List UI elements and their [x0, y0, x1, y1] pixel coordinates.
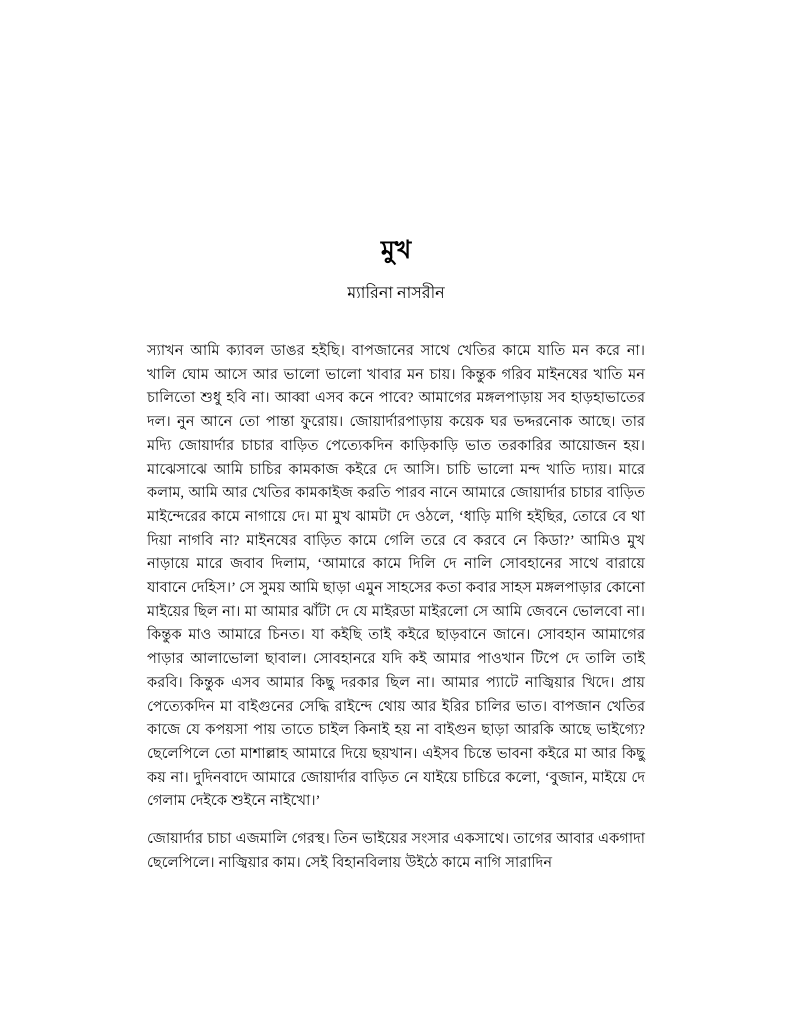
content-frame — [147, 0, 645, 1024]
body-text — [147, 340, 645, 875]
paragraph: জোয়ার্দার চাচা এজমালি গেরস্থ। তিন ভাইয়ের সংসার একসাথে। তাগের আবার একগাদা ছেলেপিলে। নাজ্বিয়ার কাম। সেই বিহানবিলায় উইঠে কামে নাগি সারাদিন — [147, 831, 645, 871]
page-title: মুখ — [380, 237, 412, 264]
paragraph: স্যাখন আমি ক্যাবল ডাঙর হইছি। বাপজানের সাথে খেতির কামে যাতি মন করে না। খালি ঘোম আসে আর ভালো ভালো খাবার মন চায়। কিন্তুক গরিব মাইনষের খাতি মন চালিতো শুধু হবি না। আব্বা এসব কনে পাবে? আমাগের মঙ্গলপাড়ায় সব হাড়হাভাতের দল। নুন আনে তো পান্তা ফুরোয়। জোয়ার্দারপাড়ায় কয়েক ঘর ভদ্দরনোক আছে। তার মদ্যি জোয়ার্দার চাচার বাড়িত পেত্যেকদিন কাড়িকাড়ি ভাত তরকারির আয়োজন হয়। মাঝেসাঝে আমি চাচির কামকাজ কইরে দে আসি। চাচি ভালো মন্দ খাতি দ্যায়। মারে কলাম, আমি আর খেতির কামকাইজ করতি পারব নানে আমারে জোয়ার্দার চাচার বাড়িত মাইন্দেরের কামে নাগায়ে দে। মা মুখ ঝামটা দে ওঠলে, ‘ধাড়ি মাগি হইছির, তোরে বে থা দিয়া নাগবি না? মাইনষের বাড়িত কামে গেলি তরে বে করবে নে কিডা?’ আমিও মুখ নাড়ায়ে মারে জবাব দিলাম, ‘আমারে কামে দিলি দে নালি সোবহানের সাথে বারায়ে যাবানে দেহিস।’ সে সুময় আমি ছাড়া এমুন সাহসের কতা কবার সাহস মঙ্গলপাড়ার কোনো মাইয়ের ছিল না। মা আমার ঝাঁটা দে যে মাইরডা মাইরলো সে আমি জেবনে ভোলবো না। কিন্তুক মাও আমারে চিনত। যা কইছি তাই কইরে ছাড়বানে জানে। সোবহান আমাগের পাড়ার আলাভোলা ছাবাল। সোবহানরে যদি কই আমার পাওখান টিপে দে তালি তাই করবি। কিন্তুক এসব আমার কিছু দরকার ছিল না। আমার প্যাটে নাজ্বিয়ার খিদে। প্রায় পেত্যেকদিন মা বাইগুনের সেদ্ধি রাইন্দে থোয় আর ইরির চালির ভাত। বাপজান খেতির কাজে যে কপয়সা পায় তাতে চাইল কিনাই হয় না বাইগুন ছাড়া আরকি আছে ভাইগ্যে? ছেলেপিলে তো মাশাল্লাহ আমারে দিয়ে ছয়খান। এইসব চিন্তে ভাবনা কইরে মা আর কিছু কয় না। দুদিনবাদে আমারে জোয়ার্দার বাড়িত নে যাইয়ে চাচিরে কলো, ‘বুজান, মাইয়ে দে গেলাম দেইকে শুইনে নাইখো।’ — [147, 343, 645, 810]
author-byline: ম্যারিনা নাসরীন — [347, 285, 445, 302]
